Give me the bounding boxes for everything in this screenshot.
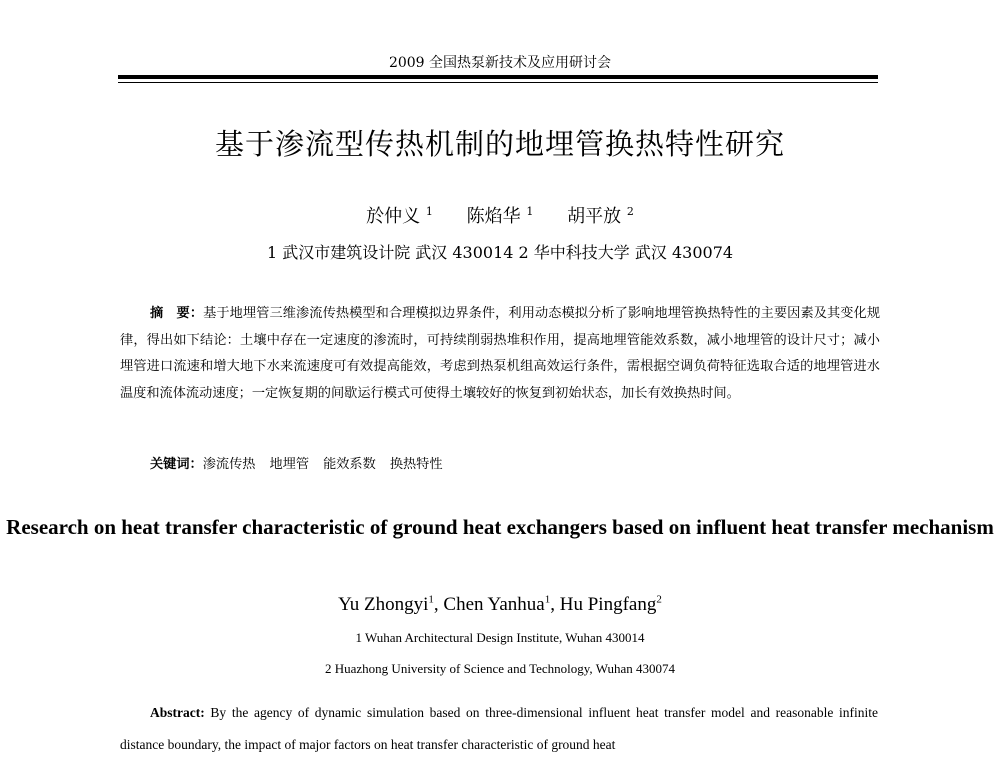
running-header: 2009 全国热泵新技术及应用研讨会 [388,55,612,71]
chinese-author: 胡平放 $^2$ [567,205,634,227]
chinese-title: 基于渗流型传热机制的地埋管换热特性研究 [214,127,785,161]
keyword: 地埋管 [269,457,310,472]
keyword: 换热特性 [389,457,443,472]
english-title: Research on heat transfer characteristic of ground heat exchangers based on influent heat transfer mechanism [6,515,994,539]
english-abstract [120,697,878,761]
header-rule-thick [118,75,878,79]
english-affiliation-1: 1 Wuhan Architectural Design Institute, Wuhan 430014 [355,630,645,645]
english-abstract-label: Abstract: [150,705,205,720]
chinese-author: 陈焰华 $^1$ [466,205,534,227]
keywords-label: 关键词： [150,457,203,472]
keyword: 能效系数 [323,457,376,472]
chinese-author: 於仲义 $^1$ [366,205,433,227]
chinese-abstract-text: 基于地埋管三维渗流传热模型和合理模拟边界条件，利用动态模拟分析了影响地埋管换热特性的主要因素及其变化规律，得出如下结论：土壤中存在一定速度的渗流时，可持续削弱热堆积作用，提高地埋管能效系数，减小地埋管的设计尺寸；减小埋管进口流速和增大地下水来流速度可有效提高能效，考虑到热泵机组高效运行条件，需根据空调负荷特征选取合适的地埋管进水温度和流体流动速度；一定恢复期的间歇运行模式可使得土壤较好的恢复到初始状态，加长有效换热时间。 [120,306,881,401]
keyword: 渗流传热 [202,457,256,472]
english-author: Hu Pingfang$^2$ [559,594,662,616]
english-abstract-text: By the agency of dynamic simulation based on three-dimensional influent heat transfer model and reasonable infinite distance boundary, the impact of major factors on heat transfer characteristic of ground heat [120,705,878,752]
chinese-authors [0,202,1000,228]
chinese-abstract-label: 摘 要： [150,306,204,321]
chinese-abstract [120,301,880,407]
english-author: Yu Zhongyi$^1$, [338,594,444,616]
header-rule-thin [118,82,878,83]
english-authors [0,594,1000,616]
english-author: Chen Yanhua$^1$, [443,594,560,616]
chinese-keywords [150,453,880,472]
chinese-affiliations: 1 武汉市建筑设计院 武汉 430014 2 华中科技大学 武汉 430074 [266,243,734,262]
english-affiliation-2: 2 Huazhong University of Science and Technology, Wuhan 430074 [325,661,675,676]
